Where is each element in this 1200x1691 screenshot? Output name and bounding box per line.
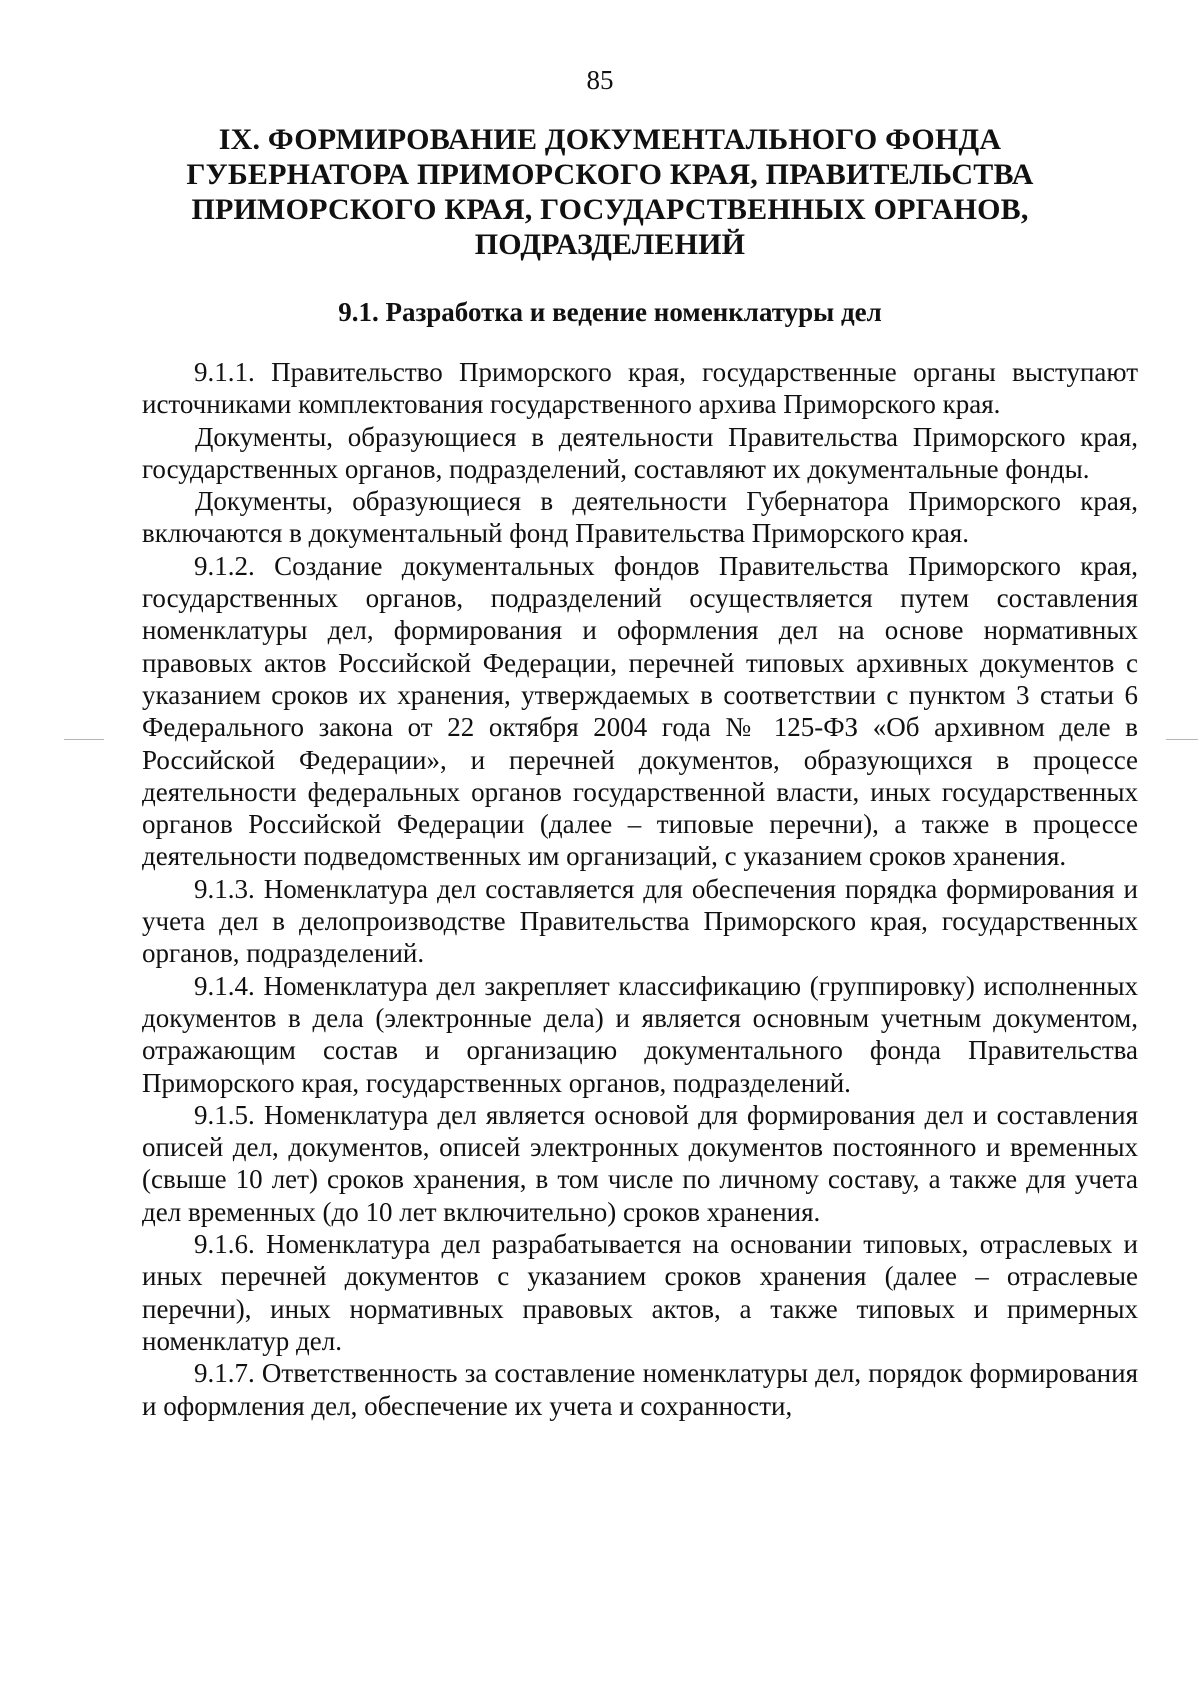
chapter-title-line: ПРИМОРСКОГО КРАЯ, ГОСУДАРСТВЕННЫХ ОРГАНОВ, xyxy=(191,193,1029,226)
chapter-title-line: ПОДРАЗДЕЛЕНИЙ xyxy=(474,228,746,261)
chapter-title xyxy=(140,122,1080,262)
paragraph-9-1-5: 9.1.5. Номенклатура дел является основой для формирования дел и составления описей дел, документов, описей электронных документов постоянного и временных (свыше 10 лет) сроков хранения, в том числе по личному составу, а также для учета дел временных (до 10 лет включительно) сроков хранения. xyxy=(142,1099,1138,1227)
paragraph: Документы, образующиеся в деятельности Губернатора Приморского края, включаются в документальный фонд Правительства Приморского края. xyxy=(142,486,1138,549)
page-number: 85 xyxy=(586,65,614,95)
paragraph: Документы, образующиеся в деятельности Правительства Приморского края, государственных органов, подразделений, составляют их документальные фонды. xyxy=(142,421,1138,484)
paragraph-9-1-1: 9.1.1. Правительство Приморского края, государственные органы выступают источниками комплектования государственного архива Приморского края. xyxy=(142,357,1138,420)
paragraph-9-1-6: 9.1.6. Номенклатура дел разрабатывается на основании типовых, отраслевых и иных перечней документов с указанием сроков хранения (далее – отраслевые перечни), иных нормативных правовых актов, а также типовых и примерных номенклатур дел. xyxy=(142,1229,1138,1356)
paragraph-9-1-7: 9.1.7. Ответственность за составление номенклатуры дел, порядок формирования и оформления дел, обеспечение их учета и сохранности, xyxy=(142,1358,1138,1421)
fold-mark-left xyxy=(64,739,104,740)
chapter-title-line: ГУБЕРНАТОРА ПРИМОРСКОГО КРАЯ, ПРАВИТЕЛЬСТВА xyxy=(186,158,1034,191)
paragraph-9-1-2: 9.1.2. Создание документальных фондов Правительства Приморского края, государственных органов, подразделений осуществляется путем составления номенклатуры дел, формирования и оформления дел на основе нормативных правовых актов Российской Федерации, перечней типовых архивных документов с указанием сроков их хранения, утверждаемых в соответствии с пунктом 3 статьи 6 Федерального закона от 22 октября 2004 года № 125-ФЗ «Об архивном деле в Российской Федерации», и перечней документов, образующихся в процессе деятельности федеральных органов государственной власти, иных государственных органов Российской Федерации (далее – типовые перечни), а также в процессе деятельности подведомственных им организаций, с указанием сроков хранения. xyxy=(142,550,1138,872)
fold-mark-right xyxy=(1166,739,1198,740)
section-title: 9.1. Разработка и ведение номенклатуры дел xyxy=(338,297,882,327)
paragraph-9-1-4: 9.1.4. Номенклатура дел закрепляет классификацию (группировку) исполненных документов в дела (электронные дела) и является основным учетным документом, отражающим состав и организацию документального фонда Правительства Приморского края, государственных органов, подразделений. xyxy=(142,970,1138,1098)
paragraph-9-1-3: 9.1.3. Номенклатура дел составляется для обеспечения порядка формирования и учета дел в делопроизводстве Правительства Приморского края, государственных органов, подразделений. xyxy=(142,873,1138,969)
document-body xyxy=(142,356,1138,1422)
chapter-title-line: IX. ФОРМИРОВАНИЕ ДОКУМЕНТАЛЬНОГО ФОНДА xyxy=(218,123,1002,156)
